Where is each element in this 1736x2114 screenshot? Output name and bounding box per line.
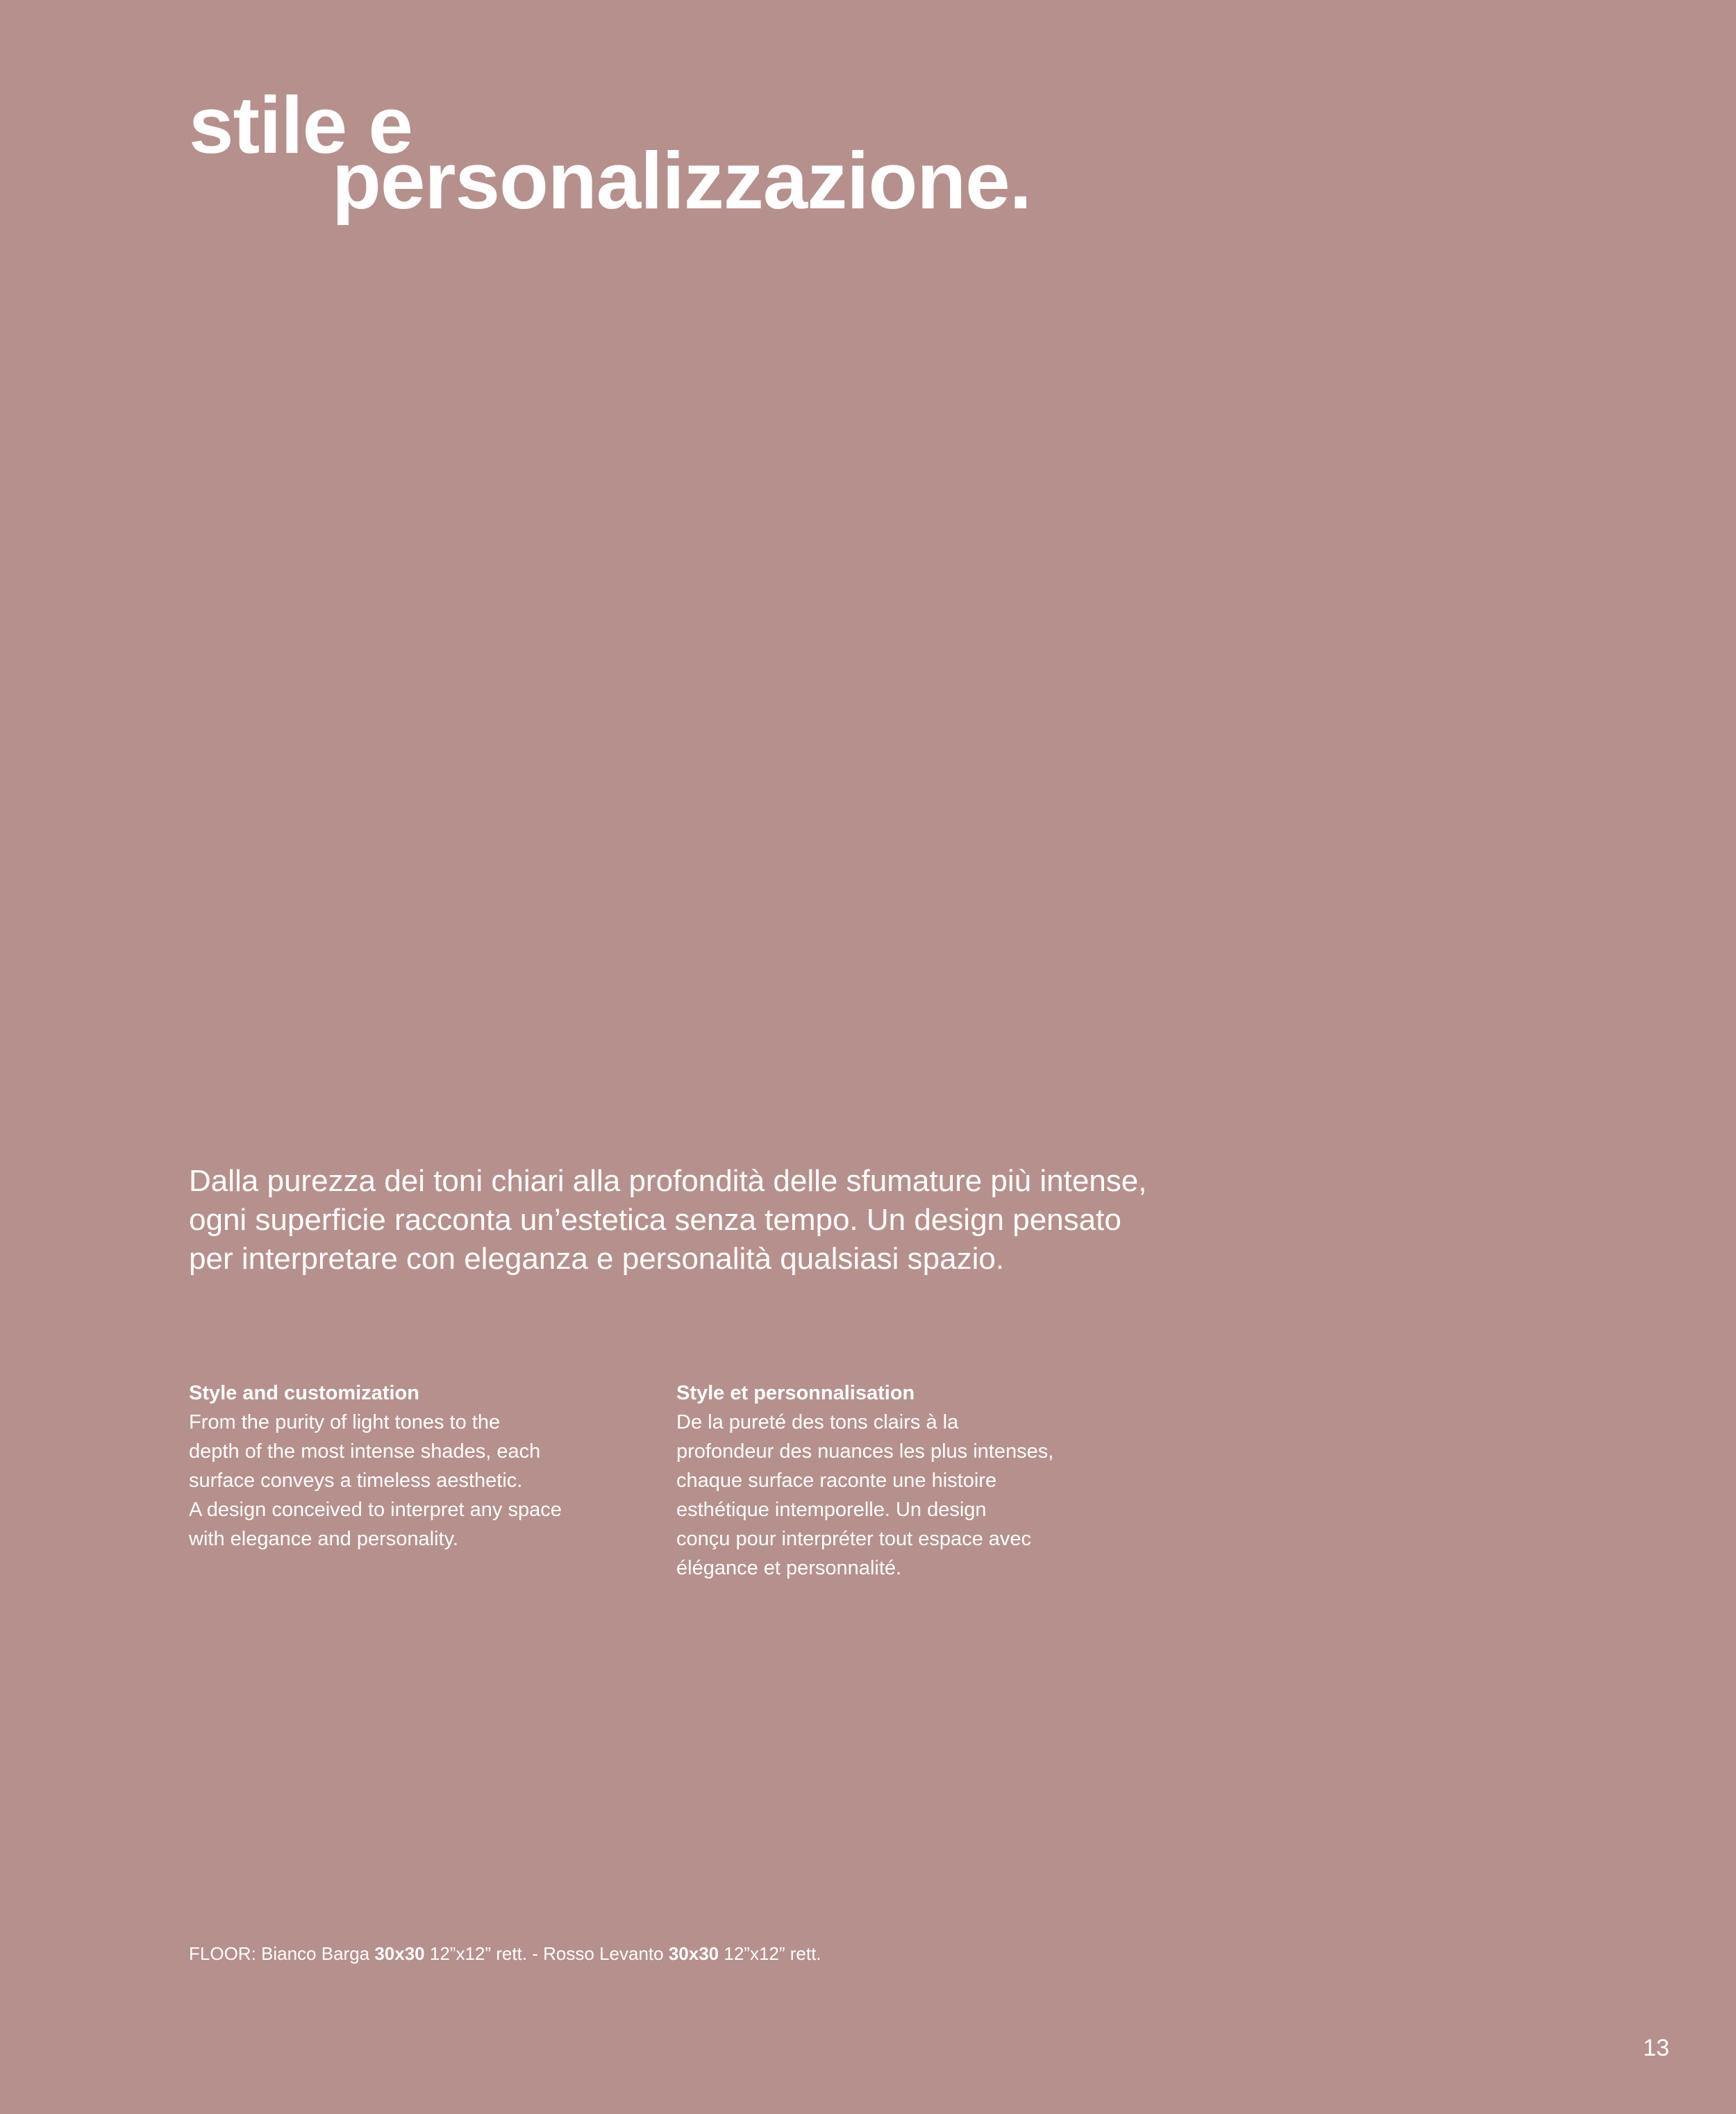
english-heading: Style and customization (189, 1382, 419, 1404)
english-text-block (189, 1379, 661, 1554)
french-body: De la pureté des tons clairs à la profondeur des nuances les plus intenses, chaque surface raconte une histoire esthétique intemporelle. Un design conçu pour interpréter tout espace avec élégance et personnalité. (676, 1411, 1054, 1579)
floor-caption (189, 1941, 821, 1966)
caption-size-1: 30x30 (374, 1943, 425, 1964)
page-number: 13 (1643, 2035, 1669, 2061)
caption-middle: 12”x12” rett. - Rosso Levanto (424, 1943, 669, 1964)
page-title-line-1: stile e (189, 80, 412, 170)
french-text-block (676, 1379, 1149, 1583)
caption-prefix: FLOOR: Bianco Barga (189, 1943, 375, 1964)
caption-size-2: 30x30 (668, 1943, 719, 1964)
page-title-line-2: personalizzazione. (332, 135, 1031, 226)
english-body: From the purity of light tones to the depth of the most intense shades, each surface conveys a timeless aesthetic. A design conceived to interpret any space with elegance and personality. (189, 1411, 562, 1550)
page-title (189, 80, 1031, 226)
french-heading: Style et personnalisation (676, 1382, 915, 1404)
intro-paragraph-italian: Dalla purezza dei toni chiari alla profondità delle sfumature più intense, ogni superficie racconta un’estetica senza tempo. Un design pensato per interpretare con eleganza e personalità qualsiasi spazio. (189, 1164, 1147, 1276)
caption-suffix: 12”x12” rett. (719, 1943, 821, 1964)
